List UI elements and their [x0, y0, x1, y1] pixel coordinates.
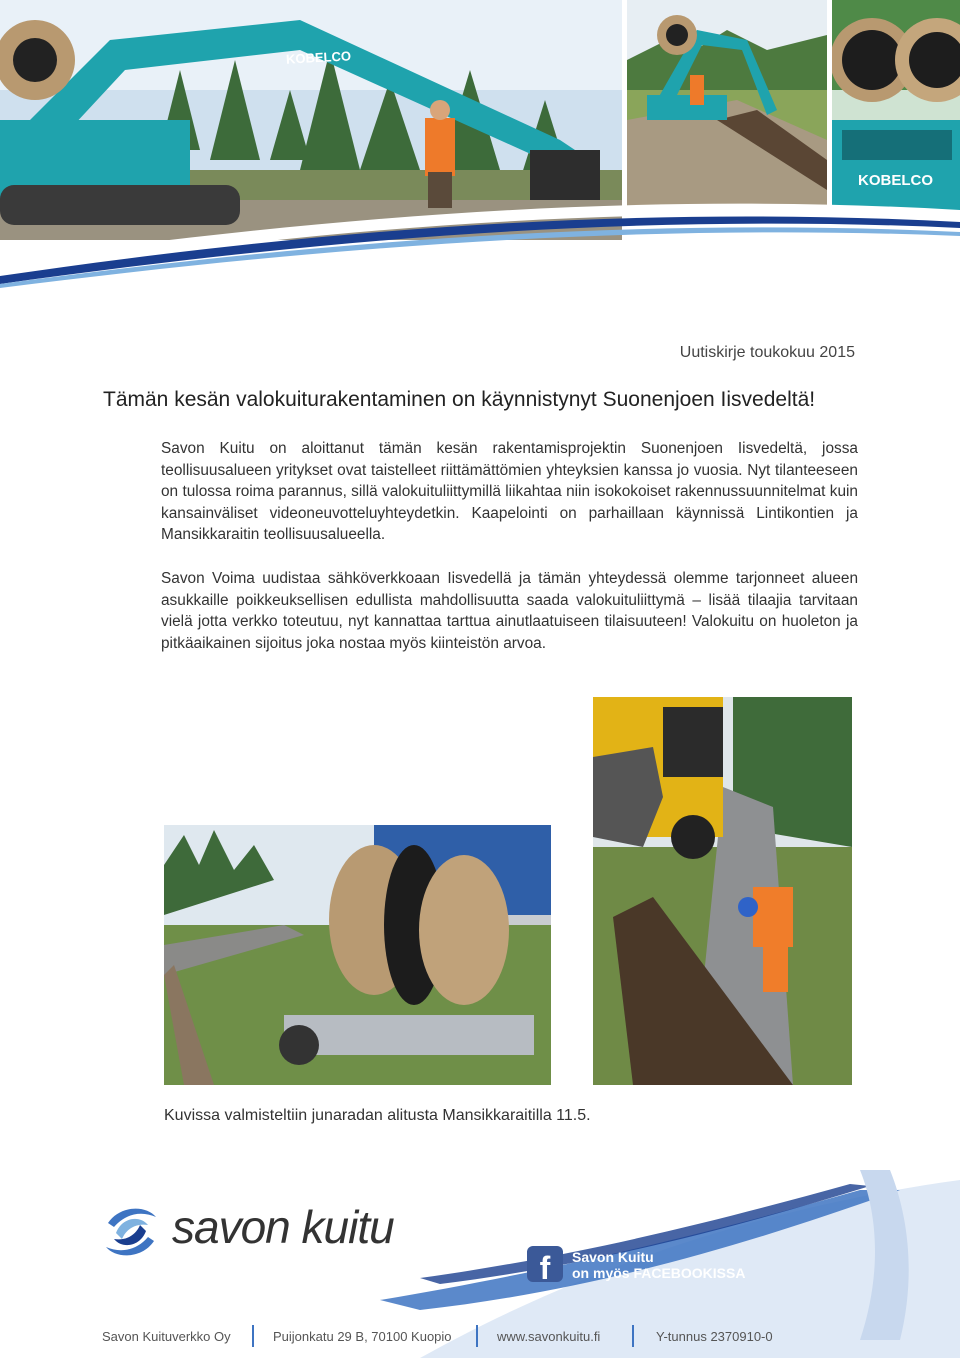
savon-kuitu-logo-icon	[102, 1203, 160, 1261]
facebook-icon[interactable]: f	[527, 1246, 563, 1282]
kobelco-mark: KOBELCO	[285, 48, 352, 67]
footer-business-id: Y-tunnus 2370910-0	[656, 1329, 773, 1344]
footer-website-link[interactable]: www.savonkuitu.fi	[497, 1329, 601, 1344]
footer-divider	[476, 1325, 478, 1347]
photo-excavator-trench-worker	[593, 697, 852, 1085]
photo-cable-drum-trailer	[164, 825, 551, 1085]
footer-company: Savon Kuituverkko Oy	[102, 1329, 231, 1344]
newsletter-date: Uutiskirje toukokuu 2015	[679, 344, 855, 361]
footer-divider	[252, 1325, 254, 1347]
savon-kuitu-logo-text: savon kuitu	[172, 1201, 394, 1253]
header-photo-trench	[627, 0, 827, 208]
kobelco-mark: KOBELCO	[858, 172, 933, 189]
facebook-promo-line1: Savon Kuitu	[572, 1249, 654, 1265]
header-swoosh	[0, 180, 960, 300]
article-paragraph: Savon Kuitu on aloittanut tämän kesän rakentamisprojektin Suonenjoen Iisvedeltä, jossa teollisuusalueen yritykset ovat taistelleet riittämättömien yhteyksien kanssa jo vuosia. Nyt tilanteeseen on tulossa roima parannus, sillä valokuituliittymillä liikahtaa niin isokokoiset rakennussuunnitelmat kuin kansainväliset videoneuvotteluyhteydetkin. Kaapelointi on parhaillaan käynnissä Lintikontien ja Mansikkaraitin teollisuusalueella.	[161, 440, 858, 544]
footer-divider	[632, 1325, 634, 1347]
article-headline: Tämän kesän valokuiturakentaminen on käynnistynyt Suonenjoen Iisvedeltä!	[103, 388, 816, 411]
photo-caption: Kuvissa valmisteltiin junaradan alitusta Mansikkaraitilla 11.5.	[164, 1107, 591, 1124]
article-paragraph: Savon Voima uudistaa sähköverkkoaan Iisvedellä ja tämän yhteydessä olemme tarjonneet alueen asukkaille poikkeuksellisen edullista mahdollisuutta saada valokuituliittymä – lisää tilaajia tarvitaan vielä jotta verkko toteutuu, nyt kannattaa tarttua ainutlaatuiseen tilaisuuteen! Valokuitu on huoleton ja pitkäaikainen sijoitus joka nostaa myös kiinteistön arvoa.	[161, 570, 858, 652]
facebook-promo-line2: on myös FACEBOOKISSA	[572, 1265, 746, 1281]
facebook-promo[interactable]	[572, 1249, 745, 1281]
footer-address: Puijonkatu 29 B, 70100 Kuopio	[273, 1329, 452, 1344]
